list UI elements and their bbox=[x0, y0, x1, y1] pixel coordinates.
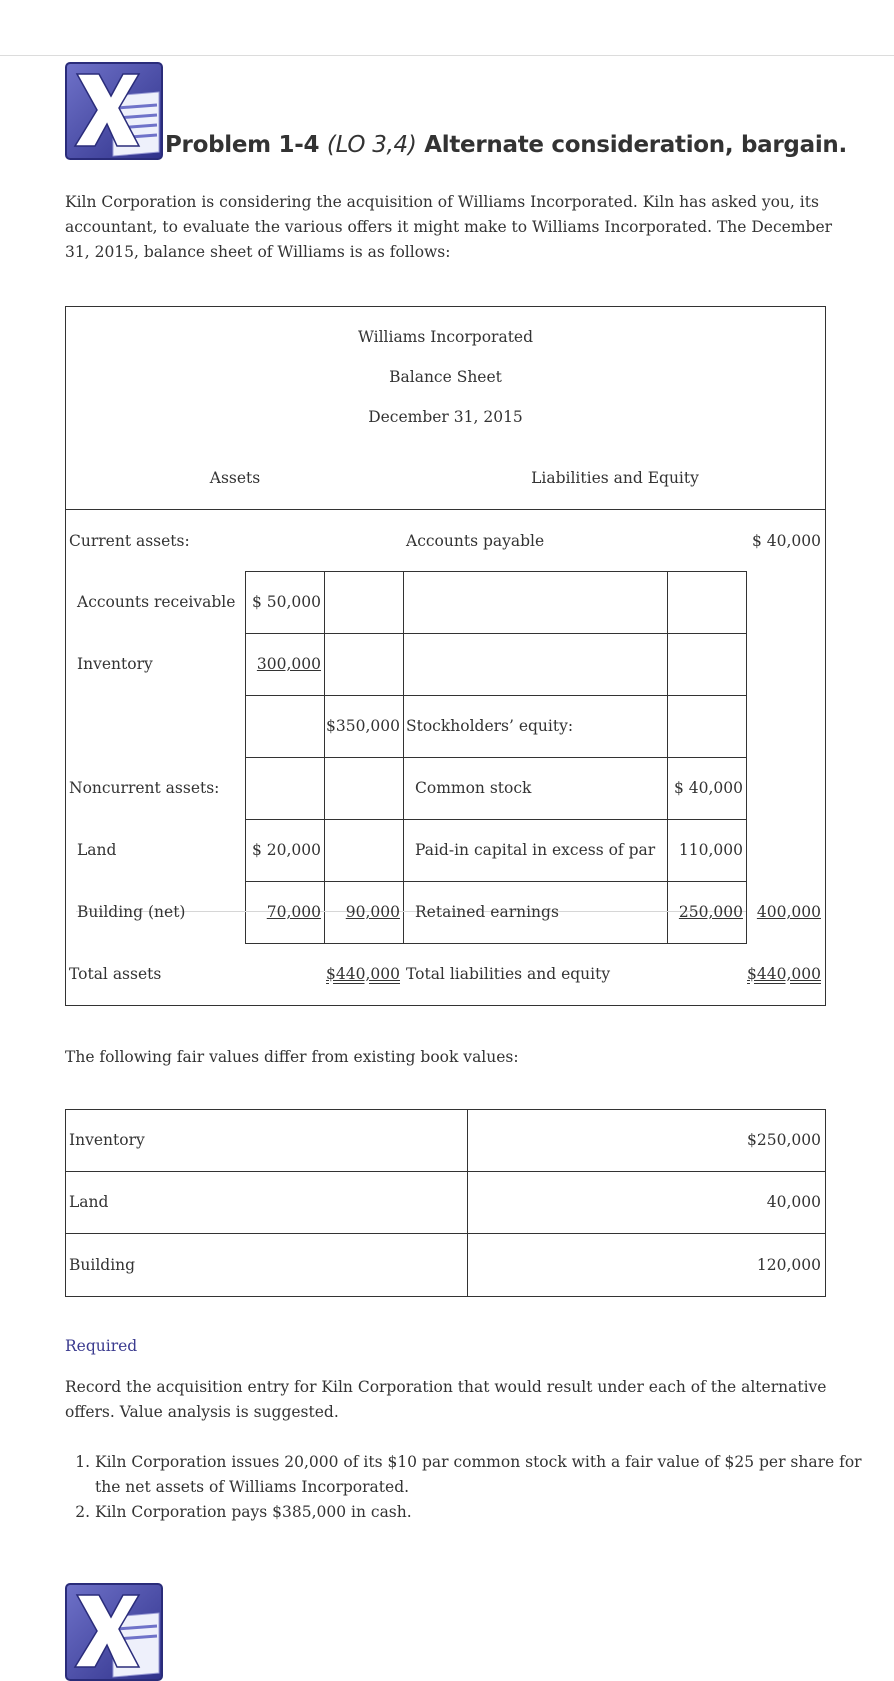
required-heading: Required bbox=[65, 1337, 138, 1355]
required-instructions: Record the acquisition entry for Kiln Corporation that would result under each of the alternative offers. Value analysis is suggested. bbox=[65, 1378, 827, 1421]
accounts-payable-label: Accounts payable bbox=[406, 532, 545, 550]
header-divider bbox=[65, 509, 826, 510]
problem-label: Problem 1-4 bbox=[165, 132, 320, 158]
fair-value-row-value: 120,000 bbox=[756, 1256, 821, 1274]
excel-icon[interactable] bbox=[65, 62, 163, 160]
liabilities-equity-header: Liabilities and Equity bbox=[531, 469, 699, 487]
column-divider bbox=[467, 1109, 468, 1297]
noncurrent-assets-total: 90,000 bbox=[345, 903, 400, 921]
inventory-label: Inventory bbox=[77, 655, 153, 673]
total-assets-label: Total assets bbox=[69, 965, 162, 983]
assets-header: Assets bbox=[209, 469, 261, 487]
stockholders-equity-total: 400,000 bbox=[756, 903, 821, 921]
retained-earnings-value: 250,000 bbox=[678, 903, 743, 921]
accounts-payable-value: $ 40,000 bbox=[751, 532, 821, 550]
retained-earnings-label: Retained earnings bbox=[415, 903, 559, 921]
stockholders-equity-label: Stockholders’ equity: bbox=[406, 717, 574, 735]
grid-cell bbox=[324, 757, 404, 820]
grid-cell bbox=[245, 757, 325, 820]
accounts-receivable-value: $ 50,000 bbox=[251, 593, 321, 611]
building-label: Building (net) bbox=[77, 903, 186, 921]
row-divider bbox=[65, 1171, 826, 1172]
accounts-receivable-label: Accounts receivable bbox=[77, 593, 236, 611]
total-assets-value: $440,000 bbox=[326, 965, 400, 983]
land-label: Land bbox=[77, 841, 117, 859]
current-assets-label: Current assets: bbox=[69, 532, 190, 550]
fair-value-row-value: $250,000 bbox=[747, 1131, 821, 1149]
building-value: 70,000 bbox=[266, 903, 321, 921]
grid-cell bbox=[324, 819, 404, 882]
fair-values-intro: The following fair values differ from existing book values: bbox=[65, 1048, 519, 1066]
paid-in-capital-label: Paid-in capital in excess of par bbox=[415, 841, 656, 859]
grid-cell bbox=[324, 633, 404, 696]
total-liabilities-equity-label: Total liabilities and equity bbox=[406, 965, 611, 983]
offer-item: 2. Kiln Corporation pays $385,000 in cash. bbox=[95, 1500, 875, 1525]
offers-list bbox=[65, 1450, 875, 1525]
statement-name: Balance Sheet bbox=[389, 368, 502, 386]
grid-cell bbox=[667, 695, 747, 758]
fair-value-row-label: Inventory bbox=[69, 1131, 145, 1149]
offer-item: 1. Kiln Corporation issues 20,000 of its $10 par common stock with a fair value of $25 per share for the net assets of Williams Incorporated. bbox=[95, 1450, 875, 1500]
row-divider bbox=[65, 1233, 826, 1234]
current-assets-total: $350,000 bbox=[326, 717, 400, 735]
total-liabilities-equity-value: $440,000 bbox=[747, 965, 821, 983]
problem-intro: Kiln Corporation is considering the acquisition of Williams Incorporated. Kiln has asked you, its accountant, to evaluate the various offers it might make to Williams Incorporated. The December 31, 2015, balance sheet of Williams is as follows: bbox=[65, 193, 833, 261]
fair-value-row-label: Land bbox=[69, 1193, 109, 1211]
problem-subject: Alternate consideration, bargain. bbox=[424, 132, 847, 158]
problem-title bbox=[165, 132, 847, 158]
common-stock-label: Common stock bbox=[415, 779, 532, 797]
paid-in-capital-value: 110,000 bbox=[678, 841, 743, 859]
grid-cell bbox=[667, 633, 747, 696]
noncurrent-assets-label: Noncurrent assets: bbox=[69, 779, 220, 797]
grid-cell bbox=[324, 571, 404, 634]
excel-icon[interactable] bbox=[65, 1583, 163, 1681]
top-divider bbox=[0, 55, 894, 56]
grid-cell bbox=[667, 571, 747, 634]
fair-value-row-label: Building bbox=[69, 1256, 136, 1274]
learning-objective: (LO 3,4) bbox=[326, 132, 417, 158]
common-stock-value: $ 40,000 bbox=[673, 779, 743, 797]
grid-cell bbox=[403, 571, 668, 634]
grid-cell bbox=[245, 695, 325, 758]
grid-cell bbox=[403, 633, 668, 696]
fair-value-row-value: 40,000 bbox=[766, 1193, 821, 1211]
inventory-value: 300,000 bbox=[256, 655, 321, 673]
statement-date: December 31, 2015 bbox=[368, 408, 523, 426]
land-value: $ 20,000 bbox=[251, 841, 321, 859]
company-name: Williams Incorporated bbox=[357, 328, 534, 346]
